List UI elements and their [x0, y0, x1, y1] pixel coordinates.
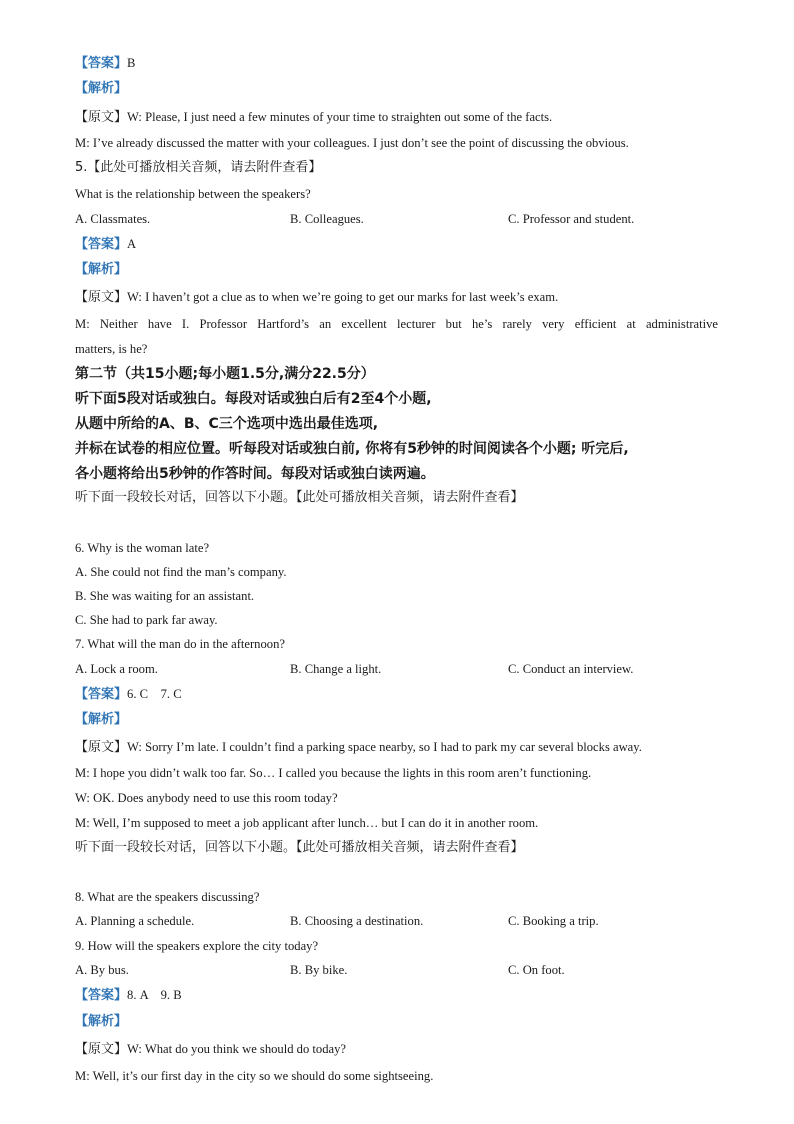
transcript-text: W: Please, I just need a few minutes of your time to straighten out some of the facts.	[127, 110, 553, 124]
transcript-line	[75, 739, 642, 756]
answer-label: 【答案】	[75, 687, 128, 702]
answer-line-q8-9	[75, 987, 182, 1004]
question-5-heading: 5.【此处可播放相关音频，请去附件查看】	[75, 160, 322, 175]
answer-value: 6. C 7. C	[127, 687, 182, 701]
answer-value: A	[127, 237, 137, 251]
transcript-line: M: Well, I’m supposed to meet a job applicant after lunch… but I can do it in another room.	[75, 816, 539, 830]
option-a: A. Planning a schedule.	[75, 914, 195, 928]
question-7-options	[75, 661, 718, 677]
listening-instruction: 听下面一段较长对话，回答以下小题。【此处可播放相关音频，请去附件查看】	[75, 840, 524, 855]
question-5-options	[75, 211, 718, 227]
answer-label: 【答案】	[75, 988, 128, 1003]
option-a: A. She could not find the man’s company.	[75, 565, 287, 579]
transcript-line: matters, is he?	[75, 342, 148, 356]
analysis-label: 【解析】	[75, 262, 128, 277]
transcript-label: 【原文】	[75, 1042, 128, 1057]
answer-line-q5	[75, 236, 136, 253]
question-8-options	[75, 913, 718, 929]
answer-value: B	[127, 56, 136, 70]
option-c: C. Professor and student.	[508, 212, 635, 226]
listening-instruction: 听下面一段较长对话，回答以下小题。【此处可播放相关音频，请去附件查看】	[75, 490, 524, 505]
section-2-instructions: 听下面5段对话或独白。每段对话或独白后有2至4个小题,	[75, 391, 432, 407]
analysis-label: 【解析】	[75, 81, 128, 96]
transcript-label: 【原文】	[75, 290, 128, 305]
question-9-text: 9. How will the speakers explore the city today?	[75, 939, 319, 953]
option-b: B. By bike.	[290, 963, 348, 977]
transcript-text: W: I haven’t got a clue as to when we’re going to get our marks for last week’s exam.	[127, 290, 559, 304]
answer-line-q4	[75, 55, 135, 72]
question-8-text: 8. What are the speakers discussing?	[75, 890, 260, 904]
analysis-label: 【解析】	[75, 712, 128, 727]
question-6-text: 6. Why is the woman late?	[75, 541, 210, 555]
transcript-label: 【原文】	[75, 110, 128, 125]
option-c: C. She had to park far away.	[75, 613, 218, 627]
question-7-text: 7. What will the man do in the afternoon?	[75, 637, 285, 651]
transcript-line	[75, 109, 552, 126]
transcript-line	[75, 1041, 346, 1058]
answer-label: 【答案】	[75, 56, 128, 71]
section-2-instructions: 从题中所给的A、B、C三个选项中选出最佳选项,	[75, 416, 379, 432]
transcript-line: M: Well, it’s our first day in the city so we should do some sightseeing.	[75, 1069, 434, 1083]
answer-line-q6-7	[75, 686, 182, 703]
question-9-options	[75, 962, 718, 978]
option-b: B. Change a light.	[290, 662, 382, 676]
transcript-line: W: OK. Does anybody need to use this room today?	[75, 791, 338, 805]
transcript-text: W: Sorry I’m late. I couldn’t find a parking space nearby, so I had to park my car several blocks away.	[127, 740, 642, 754]
section-2-instructions: 并标在试卷的相应位置。听每段对话或独白前, 你将有5秒钟的时间阅读各个小题; 听完后,	[75, 441, 629, 457]
transcript-line: M: I hope you didn’t walk too far. So… I called you because the lights in this room aren’t functioning.	[75, 766, 592, 780]
transcript-line: M: Neither have I. Professor Hartford’s an excellent lecturer but he’s rarely very efficient at administrative	[75, 317, 718, 331]
transcript-text: W: What do you think we should do today?	[127, 1042, 346, 1056]
option-b: B. Choosing a destination.	[290, 914, 424, 928]
transcript-line: M: I’ve already discussed the matter with your colleagues. I just don’t see the point of discussing the obvious.	[75, 136, 629, 150]
analysis-label: 【解析】	[75, 1014, 128, 1029]
question-5-text: What is the relationship between the speakers?	[75, 187, 311, 201]
section-2-title: 第二节（共15小题;每小题1.5分,满分22.5分）	[75, 366, 375, 382]
option-c: C. Conduct an interview.	[508, 662, 634, 676]
option-c: C. Booking a trip.	[508, 914, 599, 928]
option-c: C. On foot.	[508, 963, 565, 977]
section-2-instructions: 各小题将给出5秒钟的作答时间。每段对话或独白读两遍。	[75, 466, 435, 482]
option-a: A. Classmates.	[75, 212, 151, 226]
option-b: B. Colleagues.	[290, 212, 364, 226]
transcript-label: 【原文】	[75, 740, 128, 755]
option-b: B. She was waiting for an assistant.	[75, 589, 255, 603]
answer-label: 【答案】	[75, 237, 128, 252]
answer-value: 8. A 9. B	[127, 988, 182, 1002]
option-a: A. By bus.	[75, 963, 129, 977]
option-a: A. Lock a room.	[75, 662, 158, 676]
transcript-line	[75, 289, 558, 306]
